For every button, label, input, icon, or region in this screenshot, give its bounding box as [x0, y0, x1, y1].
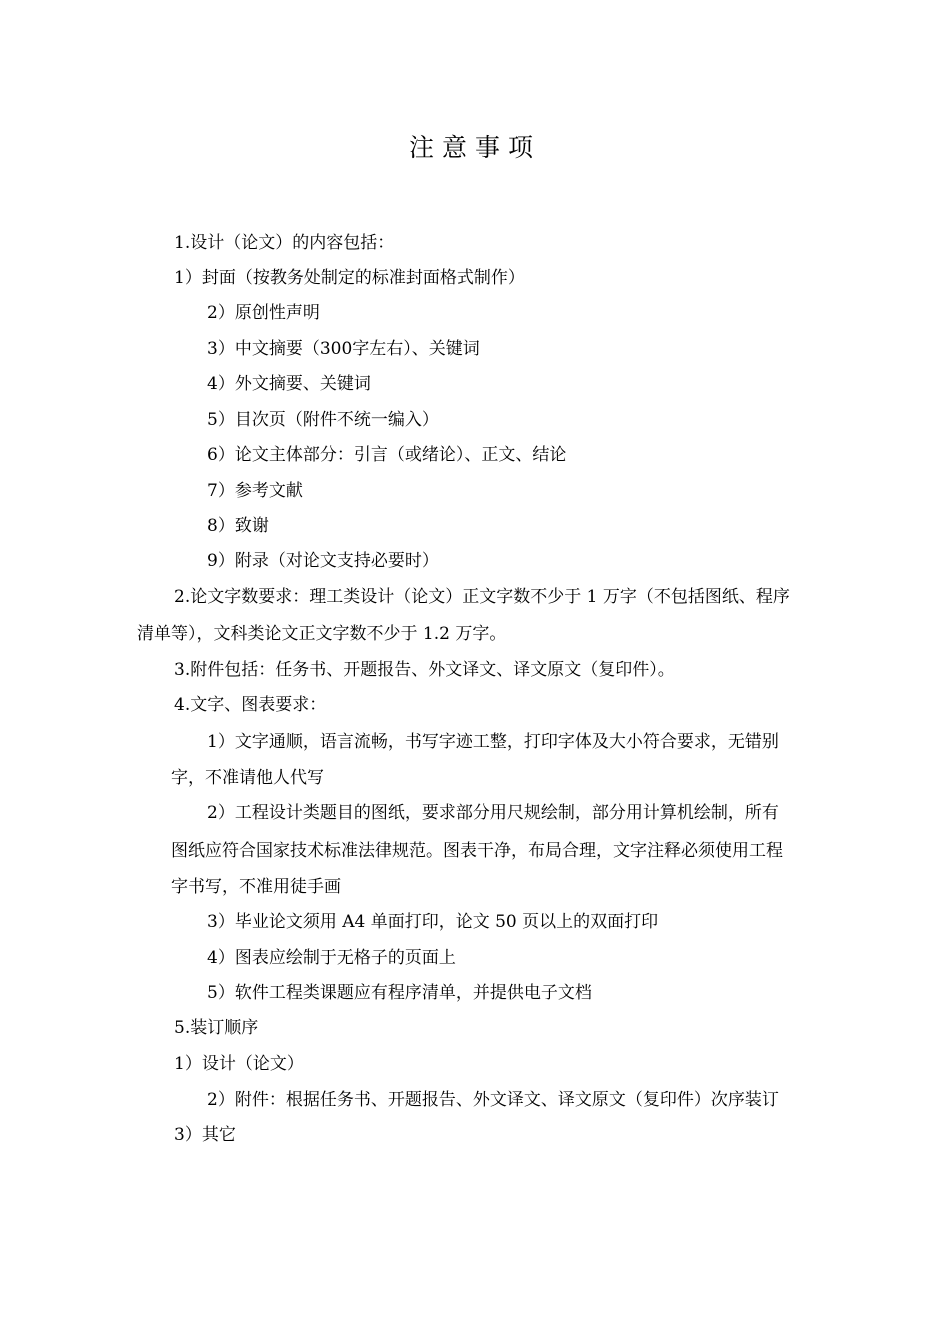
- section-4-heading: 4.文字、图表要求：: [174, 695, 327, 715]
- section-1-item-8: 8）致谢: [207, 516, 269, 536]
- section-3-text: 3.附件包括：任务书、开题报告、外文译文、译文原文（复印件）。: [174, 660, 675, 680]
- section-5-heading: 5.装订顺序: [174, 1018, 259, 1038]
- section-5-item-3: 3）其它: [174, 1125, 236, 1145]
- section-4-item-2-line-3: 字书写，不准用徒手画: [171, 877, 341, 897]
- section-4-item-1-line-1: 1）文字通顺，语言流畅，书写字迹工整，打印字体及大小符合要求，无错别: [207, 732, 779, 752]
- section-5-item-2: 2）附件：根据任务书、开题报告、外文译文、译文原文（复印件）次序装订: [207, 1090, 779, 1110]
- section-1-item-9: 9）附录（对论文支持必要时）: [207, 551, 439, 571]
- section-1-heading: 1.设计（论文）的内容包括：: [174, 233, 395, 253]
- section-4-item-1-line-2: 字，不准请他人代写: [171, 768, 324, 788]
- section-4-item-3: 3）毕业论文须用 A4 单面打印，论文 50 页以上的双面打印: [207, 912, 659, 932]
- section-1-item-2: 2）原创性声明: [207, 303, 320, 323]
- section-1-item-1: 1）封面（按教务处制定的标准封面格式制作）: [174, 268, 525, 288]
- section-1-item-5: 5）目次页（附件不统一编入）: [207, 410, 439, 430]
- section-4-item-4: 4）图表应绘制于无格子的页面上: [207, 948, 456, 968]
- section-4-item-5: 5）软件工程类课题应有程序清单，并提供电子文档: [207, 983, 592, 1003]
- section-1-item-3: 3）中文摘要（300字左右）、关键词: [207, 339, 480, 359]
- section-4-item-2-line-1: 2）工程设计类题目的图纸，要求部分用尺规绘制，部分用计算机绘制，所有: [207, 803, 779, 823]
- section-2-line-2: 清单等），文科类论文正文字数不少于 1.2 万字。: [137, 624, 507, 644]
- section-2-line-1: 2.论文字数要求：理工类设计（论文）正文字数不少于 1 万字（不包括图纸、程序: [174, 587, 790, 607]
- section-5-item-1: 1）设计（论文）: [174, 1054, 304, 1074]
- page-title: 注意事项: [408, 133, 541, 162]
- section-1-item-6: 6）论文主体部分：引言（或绪论）、正文、结论: [207, 445, 567, 465]
- section-1-item-4: 4）外文摘要、关键词: [207, 374, 371, 394]
- section-4-item-2-line-2: 图纸应符合国家技术标准法律规范。图表干净，布局合理，文字注释必须使用工程: [171, 841, 783, 861]
- section-1-item-7: 7）参考文献: [207, 481, 303, 501]
